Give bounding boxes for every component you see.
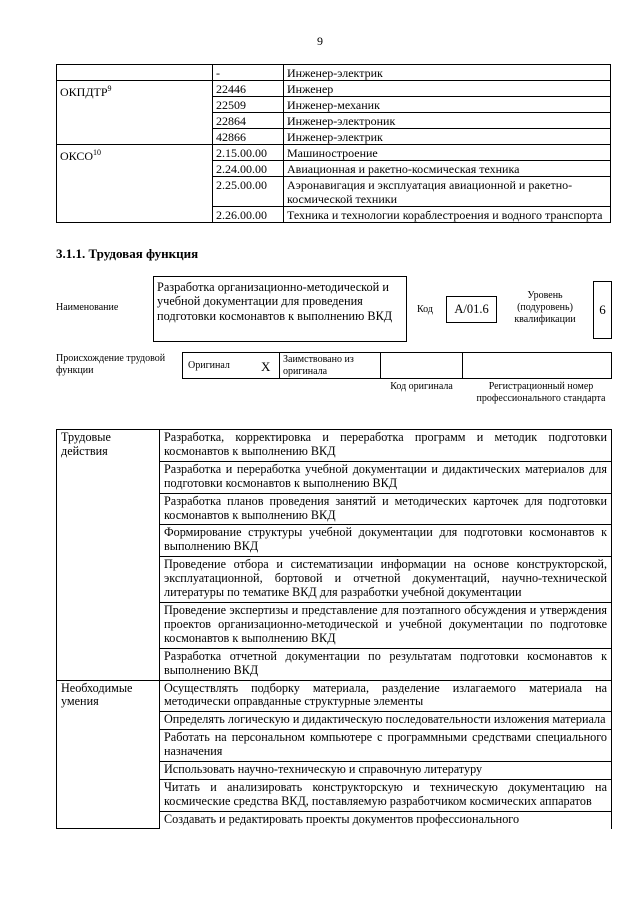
classification-title: Машиностроение: [284, 145, 611, 161]
classification-title: Инженер-электрик: [284, 129, 611, 145]
required-skill-text: Определять логическую и дидактическую последовательности изложения материала: [160, 712, 612, 730]
function-code: А/01.6: [454, 302, 489, 316]
page-number: 9: [317, 34, 323, 48]
required-skill-text: Читать и анализировать конструкторскую и техническую документацию на космические средства ВКД, поставляемую разработчиком космических аппаратов: [160, 779, 612, 811]
classification-code: 22446: [213, 81, 284, 97]
borrowed-cell: [279, 352, 381, 379]
footnote-mark: 10: [93, 148, 102, 157]
required-skill-text: Использовать научно-техническую и справочную литературу: [160, 762, 612, 780]
labor-action-group-label: Трудовые действия: [57, 430, 160, 681]
required-skill-row: [57, 680, 612, 712]
classification-row: [57, 65, 611, 81]
code-original-cell: [380, 352, 463, 379]
level-label: Уровень (подуровень) квалификации: [514, 290, 576, 325]
reg-number-cell: [462, 352, 612, 379]
function-name-box: [153, 276, 407, 342]
footnote-mark: 9: [107, 84, 112, 93]
classification-code: 2.15.00.00: [213, 145, 284, 161]
classification-label: [57, 65, 213, 81]
classification-code: -: [213, 65, 284, 81]
classifier-name: ОКПДТР: [60, 85, 108, 99]
section-title: 3.1.1. Трудовая функция: [56, 246, 199, 261]
borrowed-label: Заимствовано из оригинала: [283, 354, 354, 377]
code-original-caption: Код оригинала: [390, 381, 453, 392]
function-code-box: [446, 296, 497, 323]
code-label: Код: [417, 304, 433, 315]
labor-action-text: Проведение отбора и систематизации информации на основе конструкторской, эксплуатационной, бортовой и отчетной документаций, научно-технической литературы по тематике ВКД для разработки учебной документации: [160, 557, 612, 603]
required-skill-group-label: Необходимые умения: [57, 680, 160, 829]
classification-label: [57, 81, 213, 145]
classification-row: [57, 81, 611, 97]
classification-code: 42866: [213, 129, 284, 145]
labor-action-text: Разработка, корректировка и переработка программ и методик подготовки космонавтов к выполнению ВКД: [160, 430, 612, 462]
name-label: Наименование: [56, 302, 119, 313]
classification-code: 22509: [213, 97, 284, 113]
original-mark: X: [261, 359, 271, 374]
qualification-level: 6: [599, 302, 606, 317]
classification-row: [57, 145, 611, 161]
labor-action-text: Разработка планов проведения занятий и методических карточек для подготовки космонавтов к выполнению ВКД: [160, 493, 612, 525]
function-name: Разработка организационно-методической и учебной документации для проведения подготовки космонавтов к выполнению ВКД: [157, 280, 393, 323]
labor-table: [56, 429, 612, 829]
required-skill-text: Работать на персональном компьютере с программными средствами специального назначения: [160, 730, 612, 762]
classification-title: Инженер-механик: [284, 97, 611, 113]
labor-action-row: [57, 430, 612, 462]
classification-label: [57, 145, 213, 223]
labor-action-text: Разработка и переработка учебной документации и дидактических материалов для подготовки космонавтов к выполнению ВКД: [160, 461, 612, 493]
classification-title: Аэронавигация и эксплуатация авиационной и ракетно-космической техники: [284, 177, 611, 207]
original-label: Оригинал: [188, 360, 230, 371]
labor-action-text: Разработка отчетной документации по результатам подготовки космонавтов к выполнению ВКД: [160, 648, 612, 680]
qualification-level-box: [593, 281, 612, 339]
classifier-name: ОКСО: [60, 149, 94, 163]
required-skill-text: Осуществлять подборку материала, разделение излагаемого материала на методически оправданные структурные элементы: [160, 680, 612, 712]
classification-code: 22864: [213, 113, 284, 129]
classification-title: Инженер: [284, 81, 611, 97]
classification-code: 2.25.00.00: [213, 177, 284, 207]
classification-title: Авиационная и ракетно-космическая техника: [284, 161, 611, 177]
origin-label: Происхождение трудовой функции: [56, 353, 166, 376]
labor-action-text: Формирование структуры учебной документации для подготовки космонавтов к выполнению ВКД: [160, 525, 612, 557]
required-skill-text: Создавать и редактировать проекты документов профессионального: [160, 811, 612, 828]
reg-number-caption: Регистрационный номер профессионального стандарта: [476, 381, 606, 404]
classification-table: [56, 64, 611, 223]
labor-action-text: Проведение экспертизы и представление для поэтапного обсуждения и утверждения проектов организационно-методической и учебной документации по подготовке космонавтов к выполнению ВКД: [160, 602, 612, 648]
classification-code: 2.26.00.00: [213, 207, 284, 223]
classification-code: 2.24.00.00: [213, 161, 284, 177]
origin-row: [182, 352, 612, 379]
classification-title: Техника и технологии кораблестроения и водного транспорта: [284, 207, 611, 223]
original-cell: [182, 352, 280, 379]
classification-title: Инженер-электроник: [284, 113, 611, 129]
classification-title: Инженер-электрик: [284, 65, 611, 81]
